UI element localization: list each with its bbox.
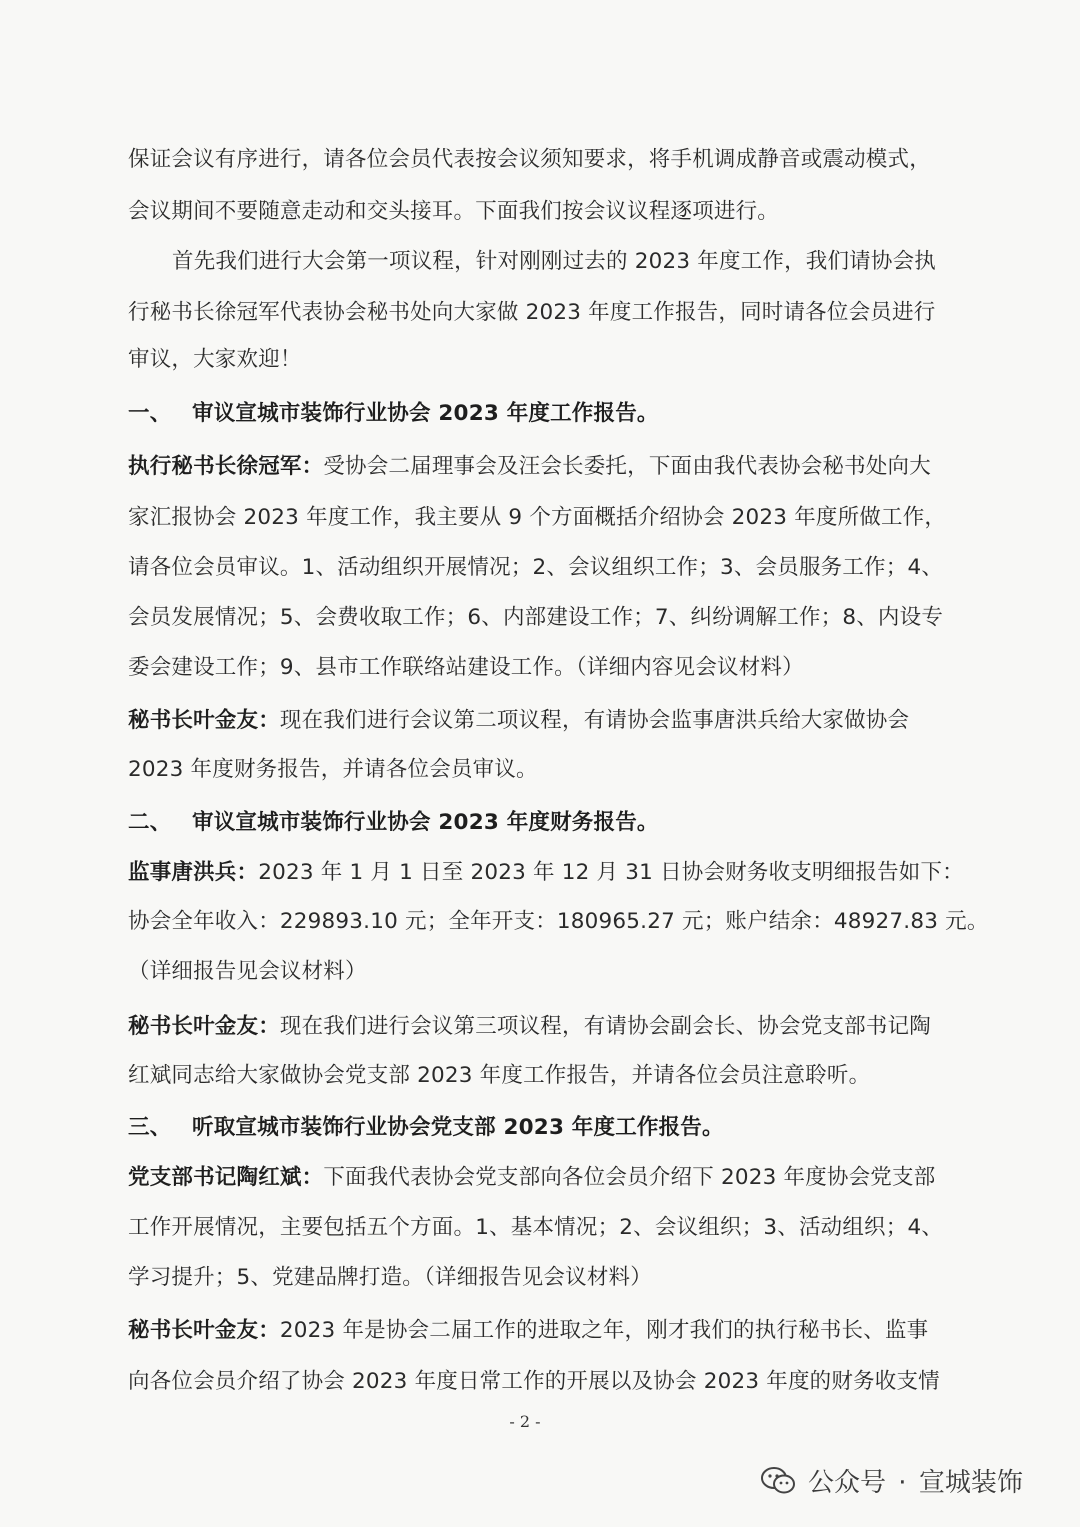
wechat-icon: [760, 1466, 796, 1496]
paragraph-line: 保证会议有序进行，请各位会员代表按会议须知要求，将手机调成静音或震动模式，: [128, 147, 931, 172]
watermark: [760, 1462, 1025, 1499]
paragraph-line: 向各位会员介绍了协会 2023 年度日常工作的开展以及协会 2023 年度的财务收支情: [128, 1369, 940, 1394]
paragraph-line: 委会建设工作；9、县市工作联络站建设工作。（详细内容见会议材料）: [128, 655, 804, 680]
paragraph-line: 红斌同志给大家做协会党支部 2023 年度工作报告，并请各位会员注意聆听。: [128, 1063, 871, 1088]
speaker-name: 执行秘书长徐冠军：: [128, 454, 324, 479]
speaker-line: 监事唐洪兵：2023 年 1 月 1 日至 2023 年 12 月 31 日协会财务收支明细报告如下：: [128, 860, 964, 885]
speaker-name: 秘书长叶金友：: [128, 708, 280, 733]
paragraph-line: 家汇报协会 2023 年度工作，我主要从 9 个方面概括介绍协会 2023 年度所做工作，: [128, 505, 947, 530]
paragraph-line: 协会全年收入：229893.10 元；全年开支：180965.27 元；账户结余：48927.83 元。: [128, 909, 989, 934]
paragraph-line: 请各位会员审议。1、活动组织开展情况；2、会议组织工作；3、会员服务工作；4、: [128, 555, 944, 580]
speaker-line: 秘书长叶金友：2023 年是协会二届工作的进取之年，刚才我们的执行秘书长、监事: [128, 1318, 929, 1343]
section-heading-3: 三、 听取宣城市装饰行业协会党支部 2023 年度工作报告。: [128, 1115, 724, 1140]
section-heading-1: 一、 审议宣城市装饰行业协会 2023 年度工作报告。: [128, 401, 659, 426]
paragraph-line: 首先我们进行大会第一项议程，针对刚刚过去的 2023 年度工作，我们请协会执: [172, 249, 936, 274]
paragraph-line: 学习提升；5、党建品牌打造。（详细报告见会议材料）: [128, 1265, 652, 1290]
speaker-line: 秘书长叶金友：现在我们进行会议第三项议程，有请协会副会长、协会党支部书记陶: [128, 1014, 931, 1039]
watermark-name: 宣城装饰: [918, 1468, 1023, 1498]
page-number: - 2 -: [509, 1412, 541, 1431]
paragraph-line: 会员发展情况；5、会费收取工作；6、内部建设工作；7、纠纷调解工作；8、内设专: [128, 605, 944, 630]
speaker-name: 秘书长叶金友：: [128, 1318, 280, 1343]
speaker-name: 秘书长叶金友：: [128, 1014, 280, 1039]
paragraph-line: 会议期间不要随意走动和交头接耳。下面我们按会议议程逐项进行。: [128, 199, 780, 224]
paragraph-line: （详细报告见会议材料）: [128, 959, 367, 984]
speaker-name: 监事唐洪兵：: [128, 860, 259, 885]
speaker-line: 执行秘书长徐冠军：受协会二届理事会及汪会长委托，下面由我代表协会秘书处向大: [128, 454, 931, 479]
watermark-dot: ·: [898, 1468, 907, 1498]
paragraph-line: 工作开展情况，主要包括五个方面。1、基本情况；2、会议组织；3、活动组织；4、: [128, 1215, 944, 1240]
paragraph-line: 审议，大家欢迎！: [128, 347, 302, 372]
paragraph-line: 行秘书长徐冠军代表协会秘书处向大家做 2023 年度工作报告，同时请各位会员进行: [128, 300, 936, 325]
speaker-line: 党支部书记陶红斌：下面我代表协会党支部向各位会员介绍下 2023 年度协会党支部: [128, 1165, 936, 1190]
speaker-name: 党支部书记陶红斌：: [128, 1165, 324, 1190]
section-heading-2: 二、 审议宣城市装饰行业协会 2023 年度财务报告。: [128, 810, 659, 835]
watermark-prefix: 公众号: [808, 1468, 887, 1498]
paragraph-line: 2023 年度财务报告，并请各位会员审议。: [128, 757, 538, 782]
speaker-line: 秘书长叶金友：现在我们进行会议第二项议程，有请协会监事唐洪兵给大家做协会: [128, 708, 910, 733]
